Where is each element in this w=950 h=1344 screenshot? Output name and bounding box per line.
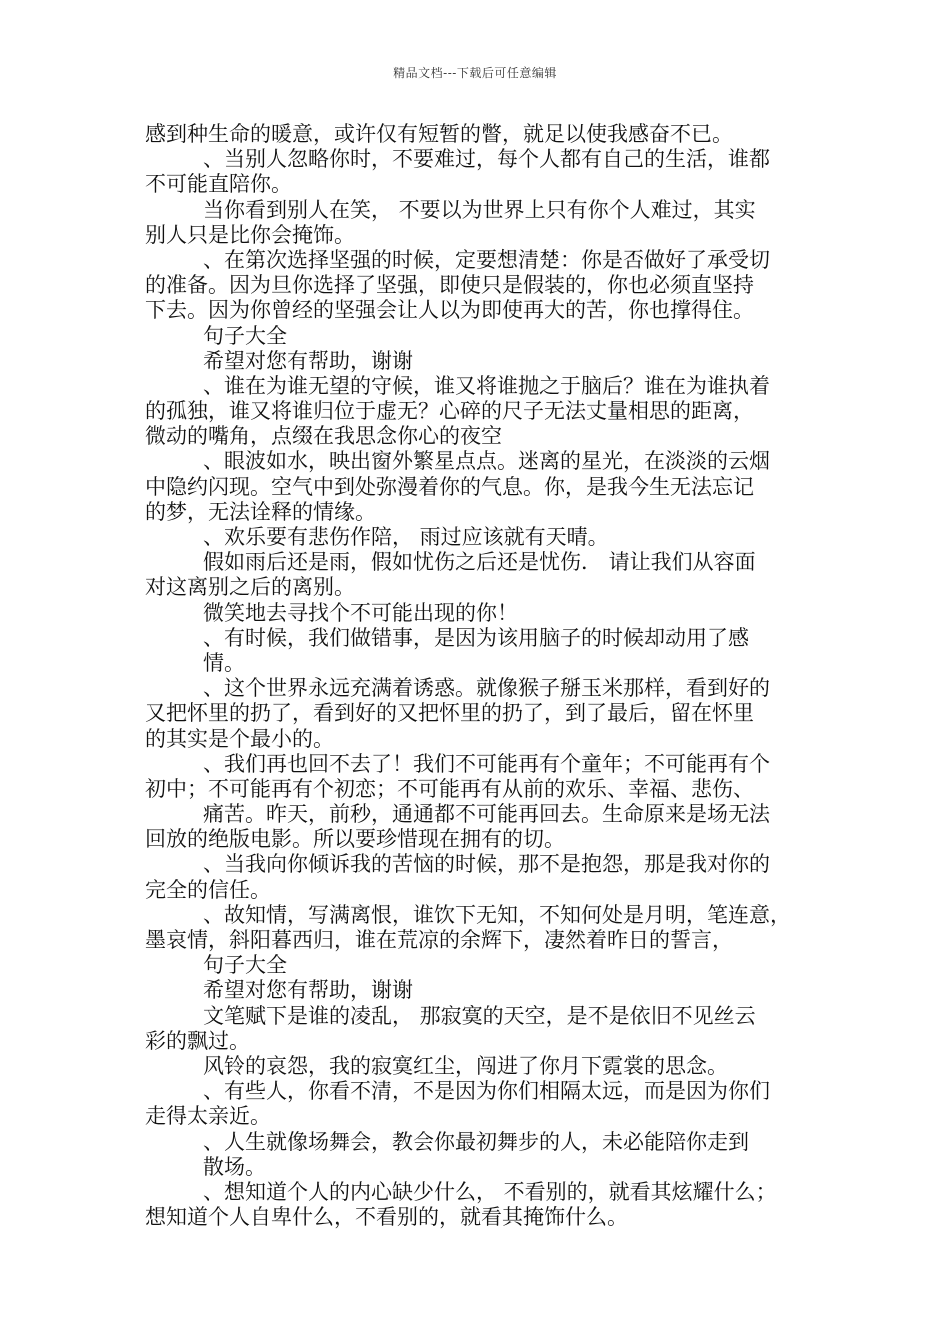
text-line: 微动的嘴角，点缀在我思念你心的夜空 [145,424,502,449]
text-line: 别人只是比你会掩饰。 [145,222,355,247]
text-line: 风铃的哀怨，我的寂寞红尘，闯进了你月下霓裳的思念。 [203,1053,728,1078]
page-header: 精品文档---下载后可任意编辑 [393,66,557,80]
text-line: 感到种生命的暖意，或许仅有短暂的瞥，就足以使我感奋不已。 [145,122,733,146]
text-line: 、谁在为谁无望的守候，谁又将谁抛之于脑后？谁在为谁执着 [203,373,770,398]
text-line: 、眼波如水，映出窗外繁星点点。迷离的星光，在淡淡的云烟 [203,449,770,474]
text-line: 完全的信任。 [145,877,271,902]
text-line: 、当我向你倾诉我的苦恼的时候，那不是抱怨，那是我对你的 [203,852,770,877]
text-line: 文笔赋下是谁的凌乱， 那寂寞的天空，是不是依旧不见丝云 [203,1003,756,1028]
text-line: 、人生就像场舞会，教会你最初舞步的人，未必能陪你走到 [203,1129,749,1154]
text-line: 、有些人，你看不清，不是因为你们相隔太远，而是因为你们 [203,1079,770,1104]
text-line: 又把怀里的扔了，看到好的又把怀里的扔了，到了最后，留在怀里 [145,701,754,726]
text-line: 彩的飘过。 [145,1028,250,1053]
text-line: 、想知道个人的内心缺少什么， 不看别的，就看其炫耀什么； [203,1179,777,1204]
text-line: 情。 [203,650,245,675]
text-line: 痛苦。昨天，前秒，通通都不可能再回去。生命原来是场无法 [203,802,770,827]
text-line: 、当别人忽略你时，不要难过，每个人都有自己的生活，谁都 [203,147,770,172]
text-line: 不可能直陪你。 [145,172,292,197]
text-line: 希望对您有帮助，谢谢 [203,348,413,373]
text-line: 、欢乐要有悲伤作陪， 雨过应该就有天晴。 [203,525,609,549]
text-line: 初中；不可能再有个初恋；不可能再有从前的欢乐、幸福、悲伤、 [145,776,754,801]
text-line: 、我们再也回不去了！我们不可能再有个童年；不可能再有个 [203,751,770,776]
text-line: 散场。 [203,1154,266,1179]
text-line: 墨哀情，斜阳暮西归，谁在荒凉的余辉下，凄然着昨日的誓言， [145,928,733,952]
text-line: 的准备。因为旦你选择了坚强，即使只是假装的，你也必须直坚持 [145,273,754,298]
text-line: 微笑地去寻找个不可能出现的你！ [203,600,518,625]
text-line: 、故知情，写满离恨，谁饮下无知，不知何处是月明，笔连意， [203,902,791,927]
text-line: 、在第次选择坚强的时候，定要想清楚：你是否做好了承受切 [203,247,770,272]
text-line: 、这个世界永远充满着诱惑。就像猴子掰玉米那样，看到好的 [203,676,770,701]
text-line: 希望对您有帮助，谢谢 [203,978,413,1003]
text-line: 下去。因为你曾经的坚强会让人以为即使再大的苦，你也撑得住。 [145,298,754,323]
text-line: 的孤独，谁又将谁归位于虚无？心碎的尺子无法丈量相思的距离， [145,399,754,424]
text-line: 走得太亲近。 [145,1104,271,1129]
text-line: 、有时候，我们做错事，是因为该用脑子的时候却动用了感 [203,625,749,650]
text-line: 的梦，无法诠释的情缘。 [145,499,376,524]
document-body [145,122,825,1230]
text-line: 当你看到别人在笑， 不要以为世界上只有你个人难过，其实 [203,197,756,222]
text-line: 的其实是个最小的。 [145,726,334,751]
text-line: 想知道个人自卑什么，不看别的，就看其掩饰什么。 [145,1205,628,1230]
text-line: 句子大全 [203,953,287,978]
text-line: 中隐约闪现。空气中到处弥漫着你的气息。你，是我今生无法忘记 [145,474,754,499]
text-line: 对这离别之后的离别。 [145,575,355,600]
text-line: 句子大全 [203,323,287,348]
text-line: 假如雨后还是雨，假如忧伤之后还是忧伤． 请让我们从容面 [203,550,756,575]
text-line: 回放的绝版电影。所以要珍惜现在拥有的切。 [145,827,565,852]
